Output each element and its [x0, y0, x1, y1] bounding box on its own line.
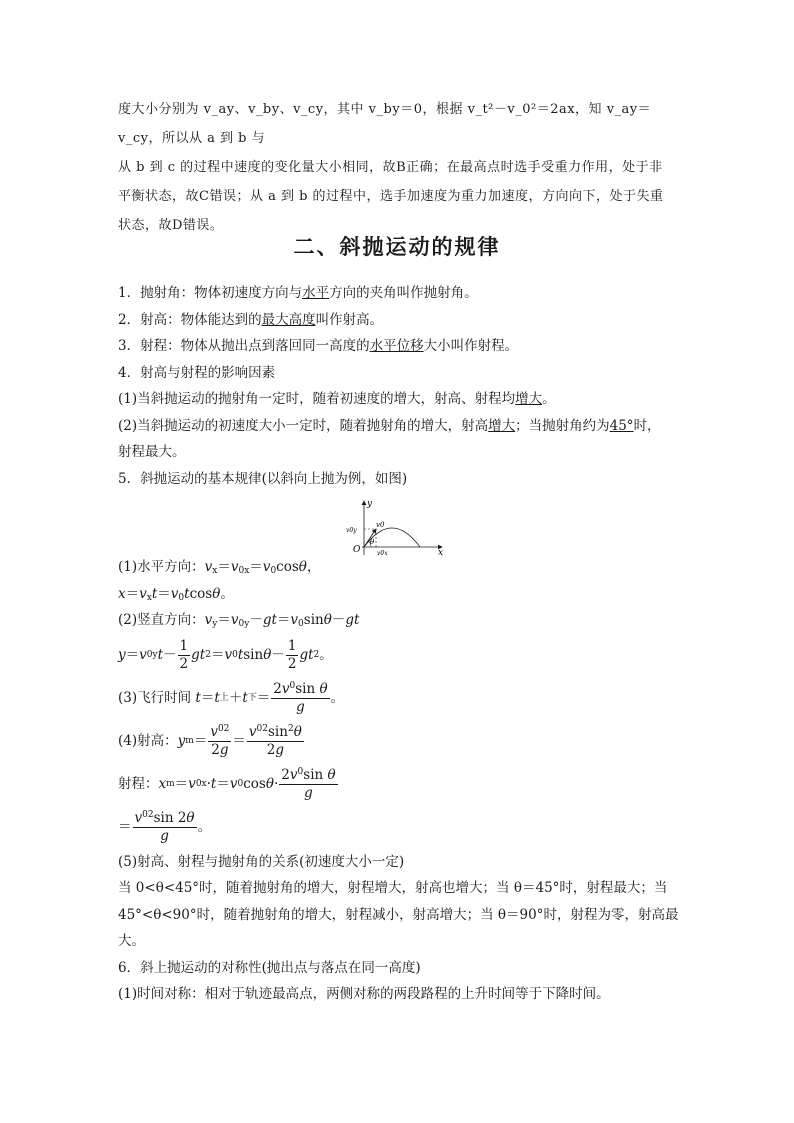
item-5-5: (5)射高、射程与抛射角的关系(初速度大小一定) — [118, 853, 405, 870]
formula-range: 射程： x m ＝ v 0x · t ＝ v 0 cos θ · $\frac{2v^0\sin \theta}{g}$ — [118, 766, 336, 801]
formula-range-result: ＝ $\frac{v^{02}\sin 2\theta}{g}$ 。 — [118, 809, 212, 844]
item-6-1: (1)时间对称：相对于轨迹最高点，两侧对称的两段路程的上升时间等于下降时间。 — [118, 986, 610, 1002]
item-4: 4．射高与射程的影响因素 — [118, 364, 276, 381]
v0-label: v0 — [376, 521, 385, 529]
theta-label: θ — [370, 538, 375, 546]
blank-max-height: 最大高度 — [261, 311, 316, 328]
item-3: 3．射程：物体从抛出点到落回同一高度的水平位移大小叫作射程。 — [118, 338, 519, 354]
formula-vertical-displacement: y ＝ v 0y t － $\frac{1}{2}$ gt 2 ＝ v 0 t sin θ － $\frac{1}{2}$ gt 2 。 — [118, 637, 333, 672]
formula-max-height: (4)射高： y m ＝ $\frac{v^{02}}{2g}$ ＝ $\frac{v^{02}\sin^2\theta}{2g}$ — [118, 723, 302, 758]
item-2: 2．射高：物体能达到的最大高度叫作射高。 — [118, 311, 384, 328]
x-axis-label: x — [438, 548, 444, 557]
blank-horizontal: 水平 — [302, 285, 330, 301]
item-6: 6．斜上抛运动的对称性(抛出点与落点在同一高度) — [118, 959, 421, 976]
relation-line-1: 当 0<θ<45°时，随着抛射角的增大，射程增大，射高也增大；当 θ＝45°时，射程最大；当 — [118, 880, 668, 896]
formula-flight-time: (3)飞行时间 t ＝ t 上 ＋ t 下 ＝ $\frac{2v^0\sin \theta}{g}$ 。 — [118, 680, 345, 715]
origin-label: O — [353, 545, 361, 555]
intro-line-4: 状态，故D错误。 — [118, 218, 224, 233]
formula-horizontal-displacement: $x=v_xt=v_0tcos\theta$。 — [118, 585, 234, 603]
item-4-2-cont: 射程最大。 — [118, 444, 186, 460]
section-title: 二、斜抛运动的规律 — [293, 235, 501, 259]
blank-increase: 增大 — [515, 391, 543, 407]
projectile-diagram — [340, 497, 446, 557]
section-body — [118, 280, 680, 1008]
blank-45-degrees: 45° — [609, 417, 634, 434]
intro-line-3: 平衡状态，故C错误；从 a 到 b 的过程中，选手加速度为重力加速度，方向向下，处于失重 — [118, 189, 664, 204]
formula-horizontal-velocity: (1)水平方向：$v_x=v_{0x}=v_0\cos\theta$， — [118, 559, 321, 576]
blank-increase-2: 增大 — [488, 417, 516, 434]
blank-horizontal-displacement: 水平位移 — [369, 338, 424, 354]
relation-line-3: 大。 — [118, 933, 145, 949]
intro-paragraph — [118, 95, 678, 240]
v0y-label: v0y — [346, 527, 357, 534]
relation-line-2: 45°<θ<90°时，随着抛射角的增大，射程减小，射高增大；当 θ＝90°时，射程为零，射高最 — [118, 906, 679, 923]
item-4-2: (2)当斜抛运动的初速度大小一定时，随着抛射角的增大，射高增大；当抛射角约为45°时， — [118, 417, 661, 434]
intro-line-1: 度大小分别为 v_ay、v_by、v_cy，其中 v_by＝0，根据 v_t²－v_0²＝2ax，知 v_ay＝v_cy，所以从 a 到 b 与 — [118, 102, 652, 146]
item-5: 5．斜抛运动的基本规律(以斜向上抛为例，如图) — [118, 470, 408, 487]
intro-line-2: 从 b 到 c 的过程中速度的变化量大小相同，故B正确；在最高点时选手受重力作用，处于非 — [118, 160, 663, 175]
formula-vertical-velocity: (2)竖直方向：$v_y=v_{0y}-gt=v_0\sin\theta-gt$ — [118, 612, 360, 629]
item-4-1: (1)当斜抛运动的抛射角一定时，随着初速度的增大，射高、射程均增大。 — [118, 391, 556, 407]
y-axis-label: y — [367, 499, 373, 509]
item-1: 1．抛射角：物体初速度方向与水平方向的夹角叫作抛射角。 — [118, 285, 478, 301]
v0x-label: v0x — [377, 550, 388, 557]
